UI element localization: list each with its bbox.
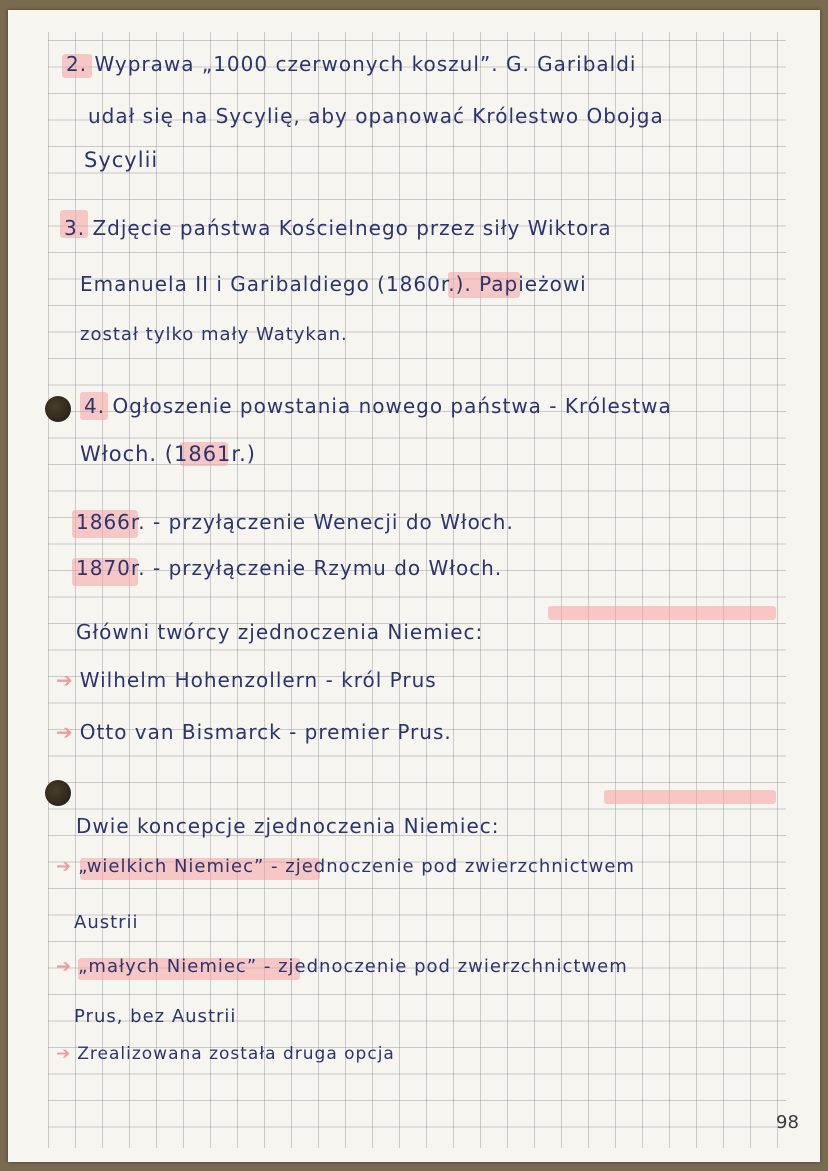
- note-line: Prus, bez Austrii: [74, 1006, 237, 1027]
- section-heading: Dwie koncepcje zjednoczenia Niemiec:: [76, 814, 500, 838]
- note-line: 1866r. - przyłączenie Wenecji do Włoch.: [76, 510, 514, 534]
- bullet-item: ➔ „małych Niemiec” - zjednoczenie pod zwierzchnictwem: [56, 956, 628, 977]
- arrow-icon: ➔: [56, 956, 73, 977]
- note-line: Sycylii: [84, 148, 159, 172]
- note-line: udał się na Sycylię, aby opanować Królestwo Obojga: [88, 104, 664, 128]
- notebook-page: [8, 10, 820, 1162]
- arrow-icon: ➔: [56, 856, 73, 877]
- page-number: 98: [776, 1112, 799, 1133]
- arrow-icon: ➔: [56, 720, 74, 744]
- bullet-item: ➔ Zrealizowana została druga opcja: [56, 1044, 395, 1064]
- note-line: 4. Ogłoszenie powstania nowego państwa - Królestwa: [84, 394, 672, 418]
- highlight-mark: [604, 790, 776, 804]
- note-line: Emanuela II i Garibaldiego (1860r.). Papieżowi: [80, 272, 587, 296]
- section-heading: Główni twórcy zjednoczenia Niemiec:: [76, 620, 484, 644]
- highlight-mark: [548, 606, 776, 620]
- note-line: 2. Wyprawa „1000 czerwonych koszul”. G. Garibaldi: [66, 52, 637, 76]
- note-line: został tylko mały Watykan.: [80, 324, 348, 345]
- note-line: 1870r. - przyłączenie Rzymu do Włoch.: [76, 556, 503, 580]
- binder-hole: [45, 780, 71, 806]
- bullet-item: ➔ „wielkich Niemiec” - zjednoczenie pod zwierzchnictwem: [56, 856, 635, 877]
- binder-hole: [45, 396, 71, 422]
- note-line: 3. Zdjęcie państwa Kościelnego przez siły Wiktora: [64, 216, 612, 240]
- arrow-icon: ➔: [56, 1044, 72, 1064]
- note-line: Włoch. (1861r.): [80, 442, 256, 466]
- bullet-item: ➔ Otto van Bismarck - premier Prus.: [56, 720, 452, 744]
- note-line: Austrii: [74, 912, 139, 933]
- bullet-item: ➔ Wilhelm Hohenzollern - król Prus: [56, 668, 437, 692]
- arrow-icon: ➔: [56, 668, 74, 692]
